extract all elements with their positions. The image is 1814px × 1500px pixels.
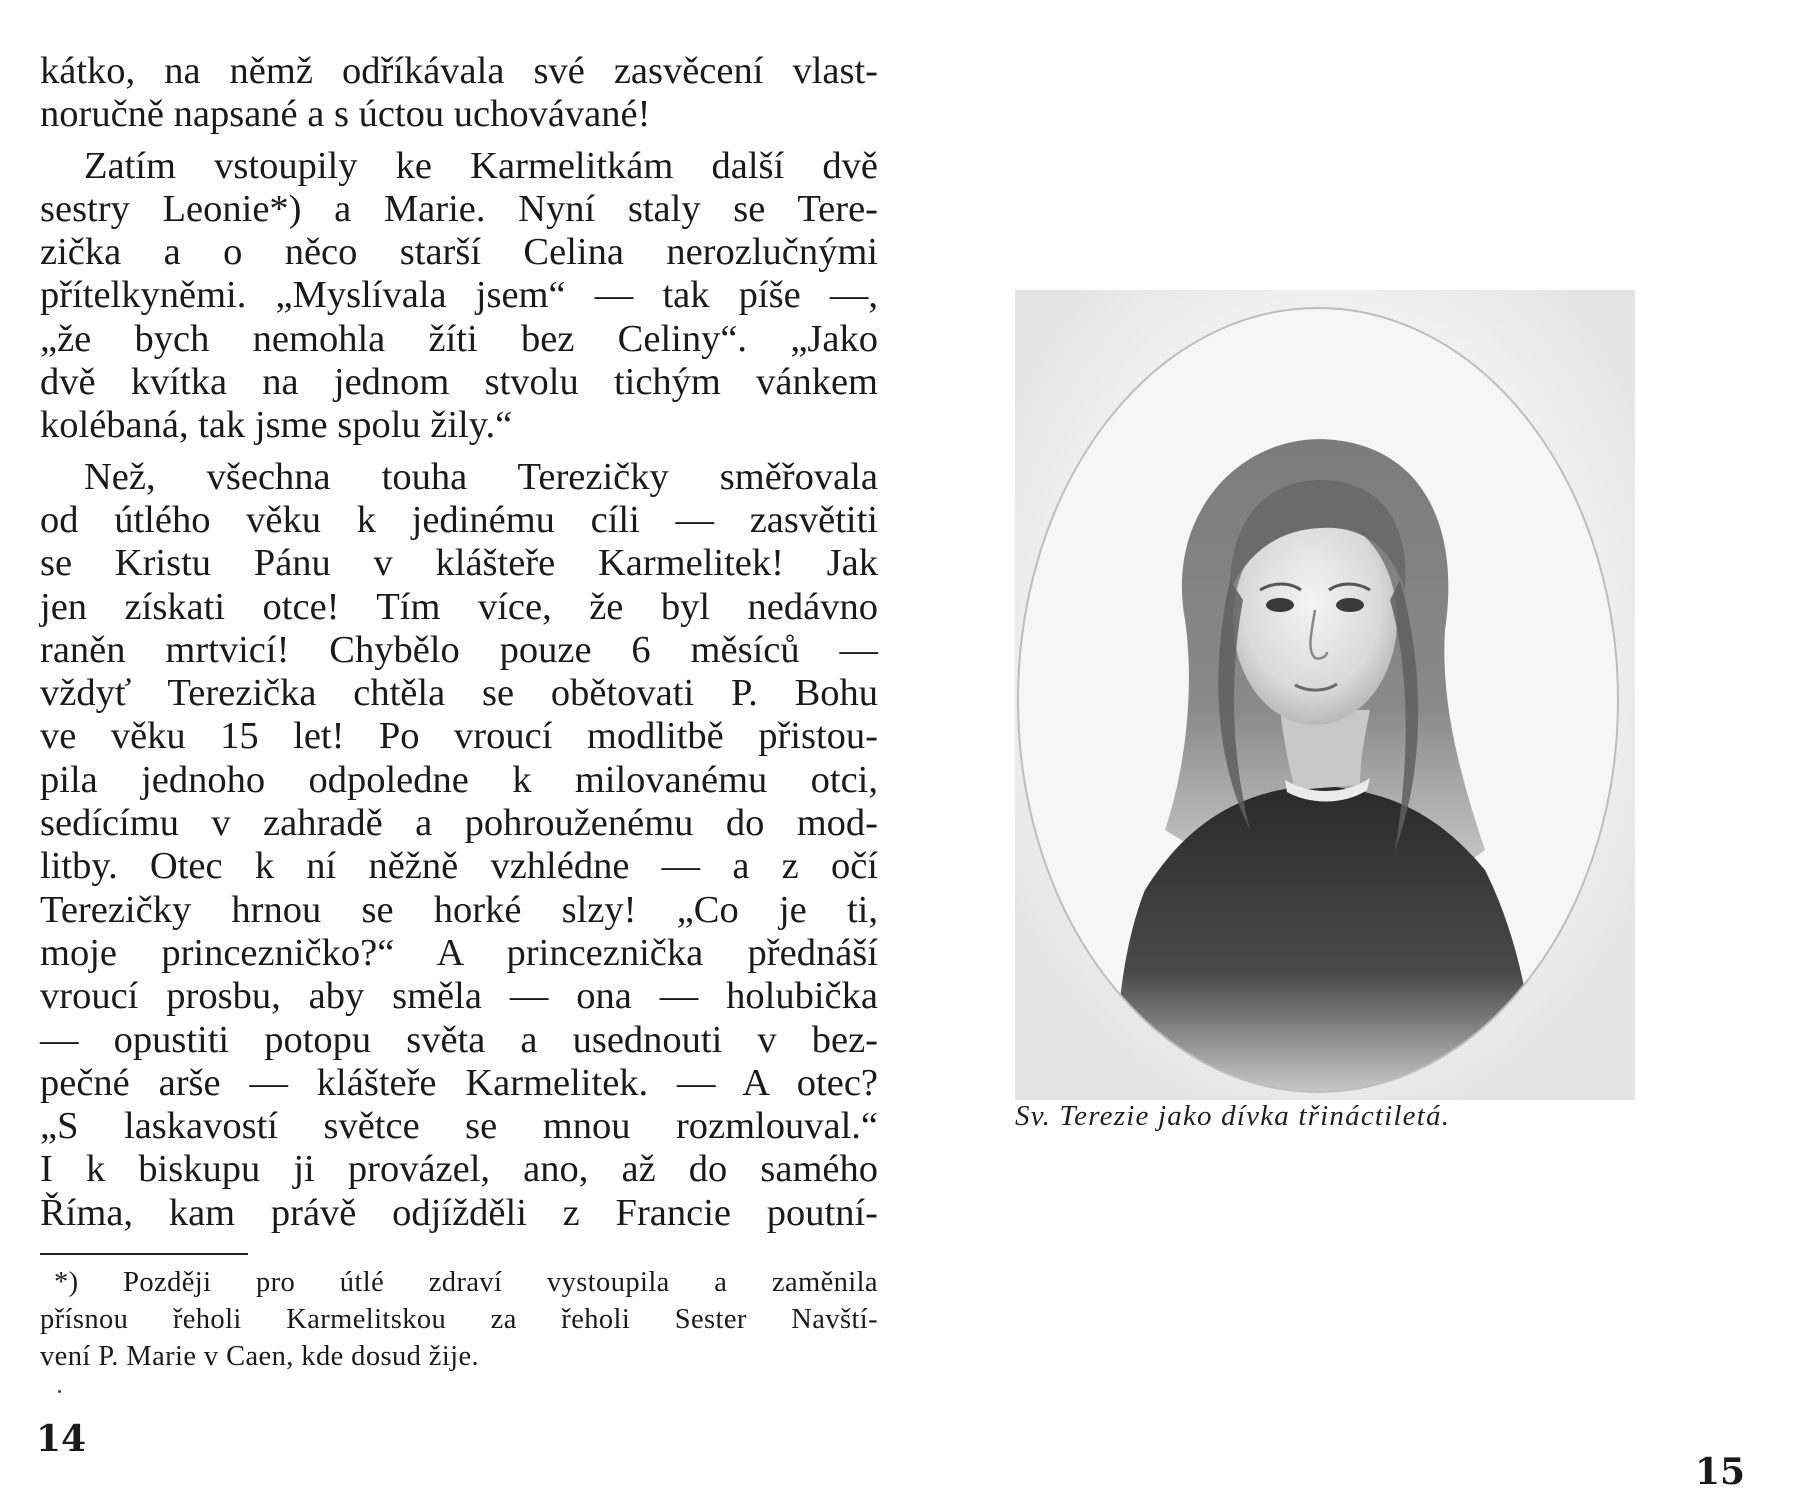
- text-line: Zatím vstoupily ke Karmelitkám další dvě: [84, 144, 878, 187]
- text-line: se Kristu Pánu v klášteře Karmelitek! Jak: [40, 542, 878, 585]
- text-line: moje princezničko?“ A princeznička přednáší: [40, 931, 878, 974]
- page-number-left: 14: [36, 1418, 87, 1460]
- footnote-line: *) Později pro útlé zdraví vystoupila a zaměnila: [54, 1267, 878, 1298]
- text-line: kolébaná, tak jsme spolu žily.“: [40, 404, 513, 447]
- oval-portrait-photo-icon: [1015, 290, 1635, 1100]
- print-speck: [58, 1390, 61, 1393]
- footnote-line: vení P. Marie v Caen, kde dosud žije.: [40, 1341, 480, 1372]
- text-line: raněn mrtvicí! Chybělo pouze 6 měsíců —: [40, 628, 878, 671]
- paragraph-3: [40, 456, 878, 1235]
- page-number-right: 15: [1695, 1451, 1746, 1493]
- text-line: I k biskupu ji provázel, ano, až do samého: [40, 1148, 878, 1191]
- text-line: zička a o něco starší Celina nerozlučnými: [40, 231, 878, 274]
- text-line: „S laskavostí světce se mnou rozmlouval.“: [40, 1105, 878, 1148]
- text-line: Říma, kam právě odjížděli z Francie poutní-: [40, 1191, 878, 1234]
- text-line: Terezičky hrnou se horké slzy! „Co je ti,: [40, 888, 878, 931]
- text-line: sestry Leonie*) a Marie. Nyní staly se Tere-: [40, 187, 878, 230]
- footnote: [40, 1264, 878, 1375]
- text-line: vždyť Terezička chtěla se obětovati P. Bohu: [40, 672, 878, 715]
- text-line: Než, všechna touha Terezičky směřovala: [84, 455, 878, 498]
- text-line: litby. Otec k ní něžně vzhlédne — a z očí: [40, 845, 878, 888]
- text-line: přítelkyněmi. „Myslívala jsem“ — tak píše —,: [40, 274, 878, 317]
- text-line: pečné arše — klášteře Karmelitek. — A otec?: [40, 1061, 878, 1104]
- footnote-divider: [40, 1253, 248, 1255]
- paragraph-1: [40, 50, 878, 137]
- text-line: — opustiti potopu světa a usednouti v bez-: [40, 1018, 878, 1061]
- figure-caption: Sv. Terezie jako dívka třináctiletá.: [1015, 1100, 1451, 1132]
- text-line: dvě kvítka na jednom stvolu tichým vánkem: [40, 361, 878, 404]
- left-page-text: [40, 50, 878, 1235]
- text-line: ve věku 15 let! Po vroucí modlitbě přistou-: [40, 715, 878, 758]
- text-line: jen získati otce! Tím více, že byl nedávno: [40, 585, 878, 628]
- text-line: sedícímu v zahradě a pohrouženému do mod-: [40, 802, 878, 845]
- text-line: kátko, na němž odříkávala své zasvěcení vlast-: [40, 50, 878, 92]
- text-line: vroucí prosbu, aby směla — ona — holubička: [40, 975, 878, 1018]
- footnote-line: přísnou řeholi Karmelitskou za řeholi Sester Navští-: [40, 1304, 878, 1335]
- text-line: pila jednoho odpoledne k milovanému otci,: [40, 758, 878, 801]
- portrait-photo: [1015, 290, 1635, 1100]
- text-line: od útlého věku k jedinému cíli — zasvětiti: [40, 498, 878, 541]
- text-line: noručně napsané a s úctou uchovávané!: [40, 93, 651, 136]
- paragraph-2: [40, 145, 878, 448]
- text-line: „že bych nemohla žíti bez Celiny“. „Jako: [40, 317, 878, 360]
